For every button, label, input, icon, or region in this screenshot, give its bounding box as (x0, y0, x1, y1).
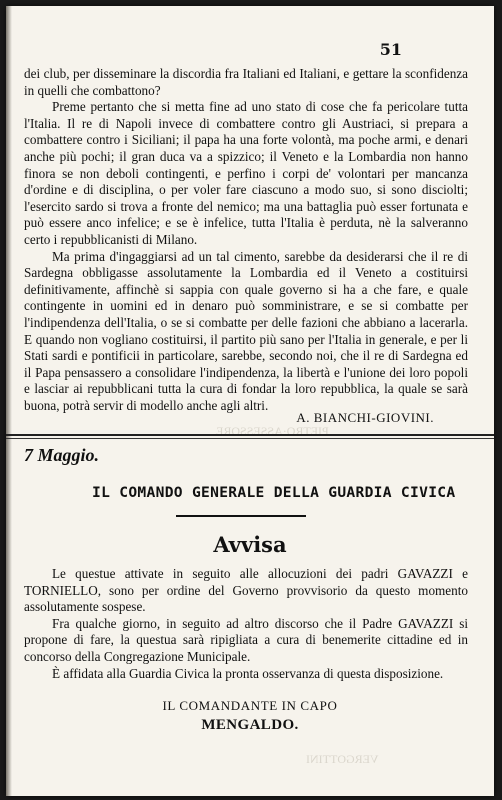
commander-name: MENGALDO. (201, 717, 299, 733)
notice-date: 7 Maggio. (24, 445, 100, 465)
article-signature: A. BIANCHI-GIOVINI. (296, 410, 434, 425)
bleed-through: VERGOTTINI (306, 752, 379, 766)
notice-paragraph: È affidata alla Guardia Civica la pronta osservanza di questa disposizione. (52, 665, 444, 681)
notice-heading: Avvisa (213, 532, 287, 557)
notice-paragraph: Fra qualche giorno, in seguito ad altro discorso che il Padre GAVAZZI si propone di fare, la questua sarà ripigliata a cura di benemerite cittadine ed in concorso della Congregazione Municipale. (24, 615, 468, 664)
section-divider (6, 434, 494, 436)
article-paragraph: dei club, per disseminare la discordia fra Italiani ed Italiani, e gettare la sconfidenza in quelli che combattono? (24, 66, 468, 98)
section-divider-thin (6, 438, 494, 439)
article-paragraph: Preme pertanto che si metta fine ad uno stato di cose che fa pericolare tutta l'Italia. Il re di Napoli invece di combattere contro gli Austriaci, si prepara a combattere contro i Siciliani; il papa ha una forte volontà, ma poche armi, e denari anche più pochi; il gran duca va a spizzico; il Veneto e la Lombardia non hanno finora se non deboli contingenti, e perfino i corpi de' volontari per mancanza d'ordine e di disciplina, o per voler fare ciascuno a modo suo, si sono disciolti; l'esercito sardo si trova a fronte del nemico; ma una battaglia può esser fortunata e può essere anco infelice; e se è infelice, tutta l'Italia è perduta, nè la salveranno certo i repubblicanisti di Milano. (24, 99, 468, 247)
article-paragraph: Ma prima d'ingaggiarsi ad un tal cimento, sarebbe da desiderarsi che il re di Sardegna obbligasse assolutamente la Lombardia ed il Veneto a costituirsi definitivamente, affinchè si sappia con quale governo si ha a che fare, e quale contingente in uomini ed in denaro può somministrare, e se si combatte per l'indipendenza dell'Italia, o se si combatte per delle fazioni che abbiano a lacerarla. E quando non vogliano costituirsi, il partito più sano per l'Italia in generale, e per li Stati sardi e pontificii in particolare, sarebbe, secondo noi, che il re di Sardegna ed il Papa pensassero a consolidare l'indipendenza, la libertà e l'unione dei loro popoli e lasciar ai repubblicani tutta la cura di fondar la loro repubblica, la quale se sarà buona, potrà servir di modello anche agli altri. (24, 248, 468, 413)
binding-edge (6, 6, 12, 796)
notice-body (24, 566, 468, 682)
notice-headline: IL COMANDO GENERALE DELLA GUARDIA CIVICA (92, 484, 456, 501)
headline-rule (176, 515, 306, 517)
commander-title: IL COMANDANTE IN CAPO (162, 698, 338, 713)
bleed-through: PIETRO·ASSESSORE (216, 424, 329, 438)
notice-paragraph: Le questue attivate in seguito alle allocuzioni dei padri GAVAZZI e TORNIELLO, sono per ordine del Governo provvisorio da questo momento assolutamente sospese. (24, 566, 468, 615)
page-number: 51 (379, 40, 402, 59)
article-body (24, 66, 468, 414)
newspaper-page (6, 6, 494, 796)
